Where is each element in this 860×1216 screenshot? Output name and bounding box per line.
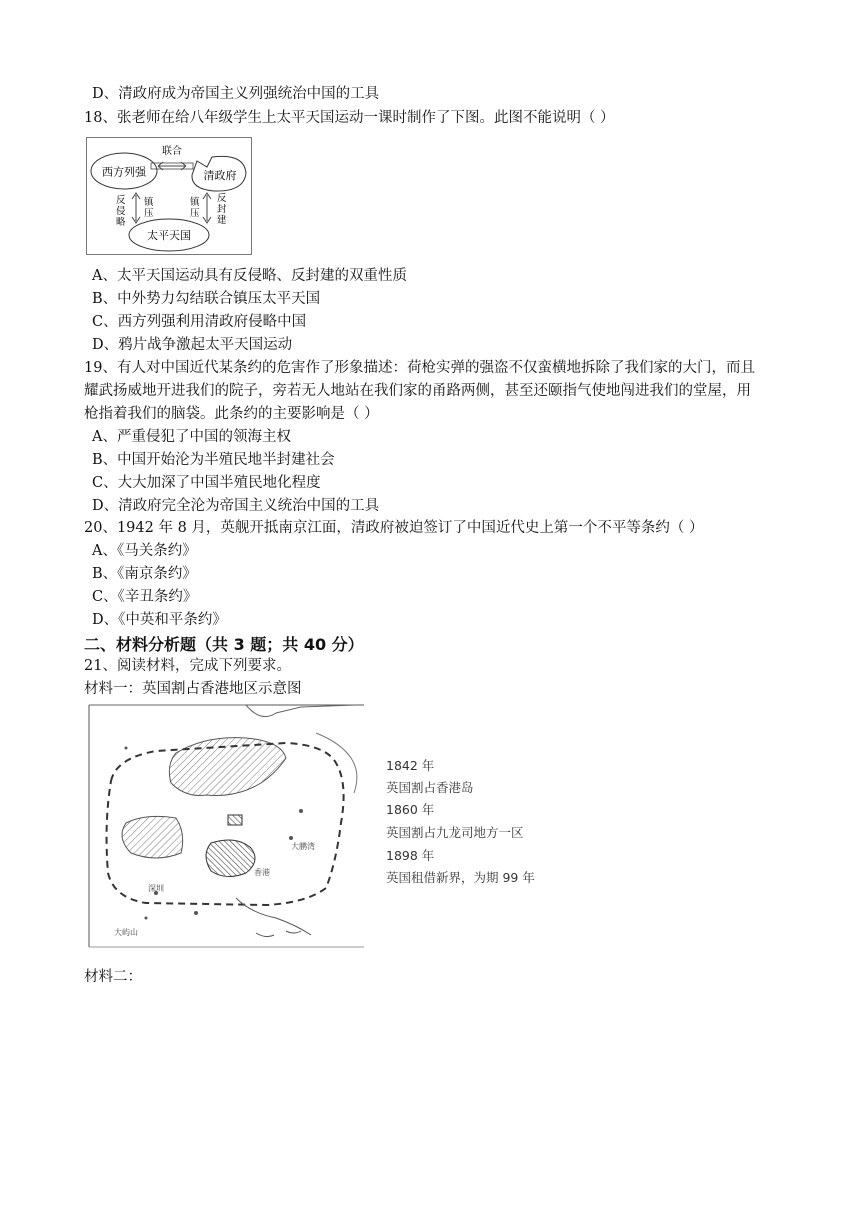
q20-option-a: A、《马关条约》: [92, 543, 197, 559]
q19-stem-line-2: 耀武扬威地开进我们的院子，旁若无人地站在我们家的甬路两侧，甚至还颐指气使地闯进我们的堂屋，用: [84, 383, 751, 399]
q20-option-d: D、《中英和平条约》: [92, 612, 227, 628]
q19-option-b: B、中国开始沦为半殖民地半封建社会: [92, 452, 335, 468]
q19-option-a: A、严重侵犯了中国的领海主权: [92, 429, 291, 445]
suppress-label-right: 镇压: [190, 197, 200, 219]
anti-aggression-label: 反侵略: [116, 195, 126, 228]
q20-stem: 20、1942 年 8 月，英舰开抵南京江面，清政府被迫签订了中国近代史上第一个不平等条约（ ）: [84, 520, 704, 536]
map-label-hongkong: 香港: [254, 868, 270, 877]
hong-kong-map: [86, 703, 366, 949]
q18-option-c: C、西方列强利用清政府侵略中国: [92, 314, 307, 330]
map-label-shenzhen: 深圳: [148, 884, 164, 893]
q19-stem-line-1: 19、有人对中国近代某条约的危害作了形象描述：荷枪实弹的强盗不仅蛮横地拆除了我们家的大门，而且: [84, 360, 755, 376]
taiping-label: 太平天国: [147, 229, 191, 242]
material-1-title: 材料一：英国割占香港地区示意图: [84, 681, 302, 697]
map-caption-new-territories: 英国租借新界，为期 99 年: [386, 870, 535, 885]
alliance-label: 联合: [162, 146, 182, 157]
map-caption-1898: 1898 年: [386, 848, 435, 863]
west-label: 西方列强: [102, 165, 146, 179]
qing-label: 清政府: [203, 169, 237, 182]
map-caption-hk-island: 英国割占香港岛: [386, 780, 474, 795]
taiping-relation-diagram: [86, 137, 252, 255]
map-label-lantau: 大屿山: [114, 928, 138, 937]
q19-option-c: C、大大加深了中国半殖民地化程度: [92, 475, 321, 491]
q18-option-d: D、鸦片战争激起太平天国运动: [92, 337, 293, 353]
q19-option-d: D、清政府完全沦为帝国主义统治中国的工具: [92, 498, 380, 514]
q21-stem: 21、阅读材料，完成下列要求。: [84, 658, 291, 674]
anti-feudal-label: 反封建: [217, 193, 227, 226]
q19-stem-line-3: 枪指着我们的脑袋。此条约的主要影响是（ ）: [84, 406, 379, 422]
material-2-title: 材料二：: [84, 969, 142, 985]
map-label-dapeng-bay: 大鹏湾: [291, 842, 315, 851]
q20-option-b: B、《南京条约》: [92, 566, 197, 582]
section-heading: 二、材料分析题（共 3 题；共 40 分）: [84, 635, 364, 654]
map-caption-1842: 1842 年: [386, 758, 435, 773]
q17-option-d: D、清政府成为帝国主义列强统治中国的工具: [92, 86, 380, 102]
q18-stem: 18、张老师在给八年级学生上太平天国运动一课时制作了下图。此图不能说明（ ）: [84, 110, 615, 126]
q18-option-a: A、太平天国运动具有反侵略、反封建的双重性质: [92, 268, 407, 284]
lantau-region: [122, 816, 183, 858]
kowloon-region: [228, 815, 242, 825]
map-caption-1860: 1860 年: [386, 802, 435, 817]
hong-kong-island-region: [206, 840, 255, 877]
suppress-label-left: 镇压: [144, 197, 154, 219]
q18-option-b: B、中外势力勾结联合镇压太平天国: [92, 291, 321, 307]
map-caption-kowloon: 英国割占九龙司地方一区: [386, 825, 524, 840]
q20-option-c: C、《辛丑条约》: [92, 589, 198, 605]
